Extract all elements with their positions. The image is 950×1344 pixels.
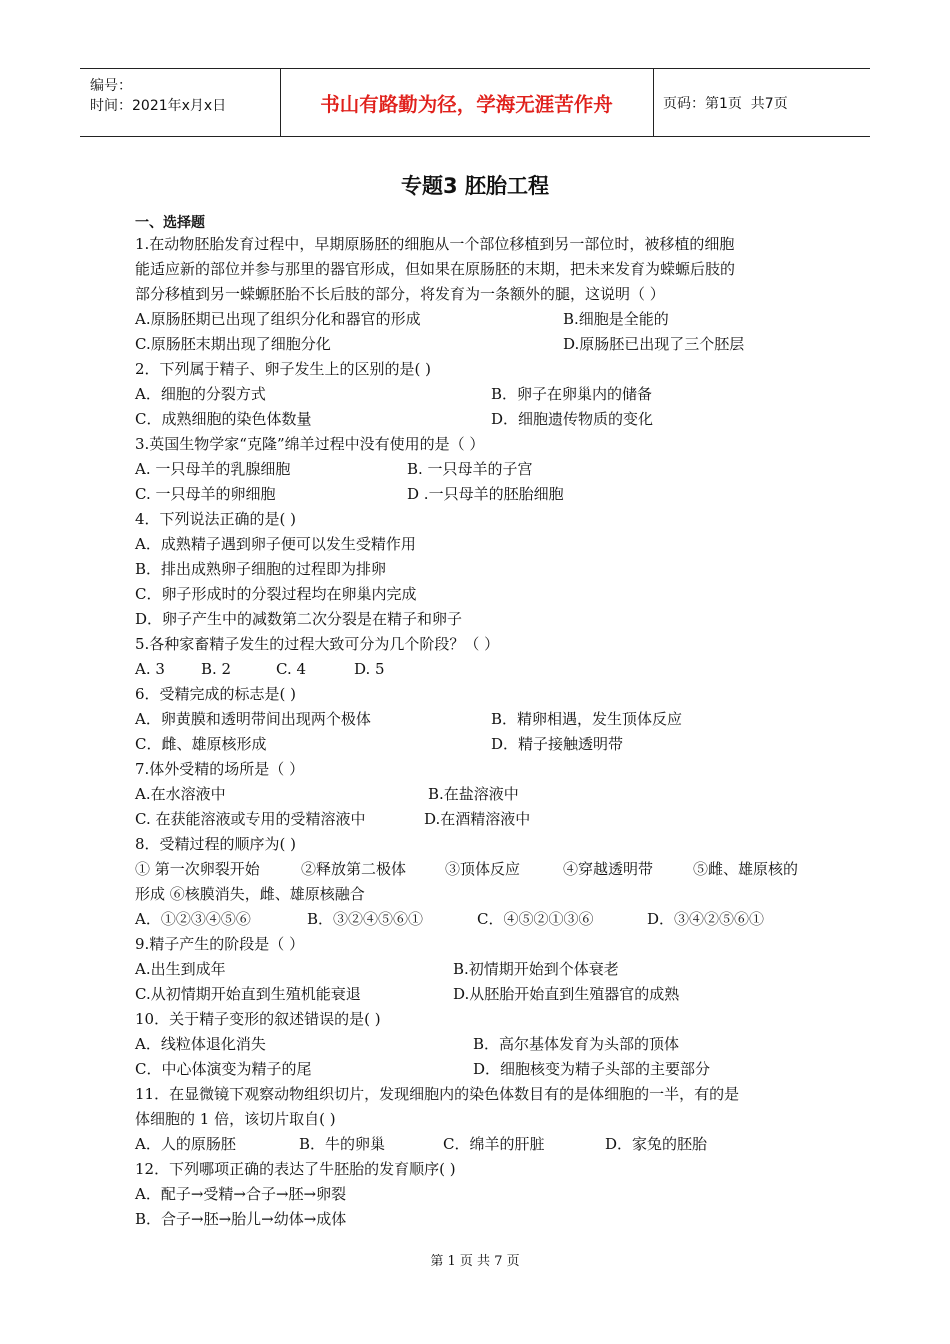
document-title: 专题3 胚胎工程	[401, 174, 549, 198]
header-right-cell	[653, 69, 870, 136]
page-footer: 第 1 页 共 7 页	[430, 1254, 520, 1269]
option-a: A. 3	[135, 660, 165, 678]
option-d: D.在酒精溶液中	[424, 810, 531, 828]
question-stem: 1.在动物胚胎发育过程中，早期原肠胚的细胞从一个部位移植到另一部位时，被移植的细胞	[135, 235, 735, 253]
question-stem: 8．受精过程的顺序为( )	[135, 835, 297, 853]
option-a: A．配子→受精→合子→胚→卵裂	[135, 1185, 347, 1203]
option-b: B. 2	[201, 660, 232, 678]
option-row	[135, 857, 825, 882]
option-row	[135, 907, 825, 932]
option-a: A．①②③④⑤⑥	[135, 910, 251, 928]
question-stem: 3.英国生物学家“克隆”绵羊过程中没有使用的是（ ）	[135, 435, 485, 453]
question-stem: 2．下列属于精子、卵子发生上的区别的是( )	[135, 360, 432, 378]
option-row	[135, 732, 825, 757]
question-stem: 体细胞的 1 倍，该切片取自( )	[135, 1110, 336, 1128]
option-row	[135, 807, 825, 832]
question-stem: 部分移植到另一蝾螈胚胎不长后肢的部分，将发育为一条额外的腿，这说明（ ）	[135, 285, 665, 303]
question-stem: 4．下列说法正确的是( )	[135, 510, 297, 528]
option-row	[135, 1057, 825, 1082]
option-b: B．③②④⑤⑥①	[307, 910, 424, 928]
question-stem: 9.精子产生的阶段是（ ）	[135, 935, 305, 953]
option-c: C. 一只母羊的卵细胞	[135, 485, 276, 503]
step-item: ③顶体反应	[445, 860, 521, 878]
option-d: D．精子接触透明带	[491, 735, 624, 753]
option-a: A. 一只母羊的乳腺细胞	[135, 460, 291, 478]
option-d: D.从胚胎开始直到生殖器官的成熟	[453, 985, 680, 1003]
option-c: C．卵子形成时的分裂过程均在卵巢内完成	[135, 585, 417, 603]
option-row	[135, 982, 825, 1007]
option-a: A．线粒体退化消失	[135, 1035, 266, 1053]
option-row	[135, 382, 825, 407]
option-row	[135, 332, 825, 357]
option-a: A．成熟精子遇到卵子便可以发生受精作用	[135, 535, 416, 553]
option-a: A．细胞的分裂方式	[135, 385, 266, 403]
option-c: C．绵羊的肝脏	[443, 1135, 545, 1153]
question-stem: 11．在显微镜下观察动物组织切片，发现细胞内的染色体数目有的是体细胞的一半，有的是	[135, 1085, 740, 1103]
option-c: C. 在获能溶液或专用的受精溶液中	[135, 810, 366, 828]
step-item: ④穿越透明带	[563, 860, 654, 878]
option-c: C. 4	[276, 660, 307, 678]
step-item: ⑤雌、雄原核的	[693, 860, 799, 878]
option-d: D. 5	[354, 660, 385, 678]
option-b: B.在盐溶液中	[428, 785, 519, 803]
question-stem: 10．关于精子变形的叙述错误的是( )	[135, 1010, 381, 1028]
option-b: B.细胞是全能的	[563, 310, 669, 328]
option-d: D.原肠胚已出现了三个胚层	[563, 335, 745, 353]
option-b: B. 一只母羊的子宫	[407, 460, 533, 478]
question-stem: 7.体外受精的场所是（ ）	[135, 760, 305, 778]
option-b: B．高尔基体发育为头部的顶体	[473, 1035, 680, 1053]
step-item: ① 第一次卵裂开始	[135, 860, 260, 878]
option-d: D．细胞核变为精子头部的主要部分	[473, 1060, 711, 1078]
option-d: D .一只母羊的胚胎细胞	[407, 485, 564, 503]
question-stem: 5.各种家畜精子发生的过程大致可分为几个阶段？（ ）	[135, 635, 500, 653]
option-d: D．细胞遗传物质的变化	[491, 410, 654, 428]
question-stem: 能适应新的部位并参与那里的器官形成，但如果在原肠胚的末期，把未来发育为蝾螈后肢的	[135, 260, 736, 278]
option-a: A．卵黄膜和透明带间出现两个极体	[135, 710, 371, 728]
option-row	[135, 307, 825, 332]
step-item: ②释放第二极体	[301, 860, 407, 878]
header-middle-cell	[280, 69, 654, 136]
option-b: B．排出成熟卵子细胞的过程即为排卵	[135, 560, 387, 578]
page-info: 页码：第1页 共7页	[663, 96, 788, 112]
option-row	[135, 407, 825, 432]
option-c: C．雌、雄原核形成	[135, 735, 267, 753]
option-a: A.原肠胚期已出现了组织分化和器官的形成	[135, 310, 421, 328]
option-c: C．④⑤②①③⑥	[477, 910, 594, 928]
question-stem: 形成 ⑥核膜消失，雌、雄原核融合	[135, 885, 365, 903]
option-c: C．成熟细胞的染色体数量	[135, 410, 312, 428]
option-b: B．精卵相遇，发生顶体反应	[491, 710, 683, 728]
document-header	[80, 68, 870, 137]
option-d: D．③④②⑤⑥①	[647, 910, 765, 928]
option-row	[135, 782, 825, 807]
header-left-cell	[80, 69, 281, 136]
option-d: D．卵子产生中的减数第二次分裂是在精子和卵子	[135, 610, 463, 628]
option-b: B.初情期开始到个体衰老	[453, 960, 619, 978]
question-stem: 12．下列哪项正确的表达了牛胚胎的发育顺序( )	[135, 1160, 456, 1178]
option-row	[135, 657, 825, 682]
option-b: B．牛的卵巢	[299, 1135, 386, 1153]
option-row	[135, 957, 825, 982]
time-label: 时间：2021年x月x日	[90, 98, 227, 114]
option-a: A.出生到成年	[135, 960, 226, 978]
number-label: 编号：	[90, 78, 132, 94]
option-d: D．家兔的胚胎	[605, 1135, 708, 1153]
option-a: A．人的原肠胚	[135, 1135, 236, 1153]
option-row	[135, 457, 825, 482]
section-heading: 一、选择题	[135, 215, 205, 231]
option-a: A.在水溶液中	[135, 785, 226, 803]
motto: 书山有路勤为径，学海无涯苦作舟	[320, 93, 613, 116]
option-row	[135, 707, 825, 732]
option-c: C．中心体演变为精子的尾	[135, 1060, 312, 1078]
option-b: B．卵子在卵巢内的储备	[491, 385, 653, 403]
option-c: C.从初情期开始直到生殖机能衰退	[135, 985, 361, 1003]
option-row	[135, 1132, 825, 1157]
option-row	[135, 482, 825, 507]
option-row	[135, 1032, 825, 1057]
option-c: C.原肠胚末期出现了细胞分化	[135, 335, 331, 353]
question-list	[135, 232, 825, 1232]
option-b: B．合子→胚→胎儿→幼体→成体	[135, 1210, 347, 1228]
question-stem: 6．受精完成的标志是( )	[135, 685, 297, 703]
